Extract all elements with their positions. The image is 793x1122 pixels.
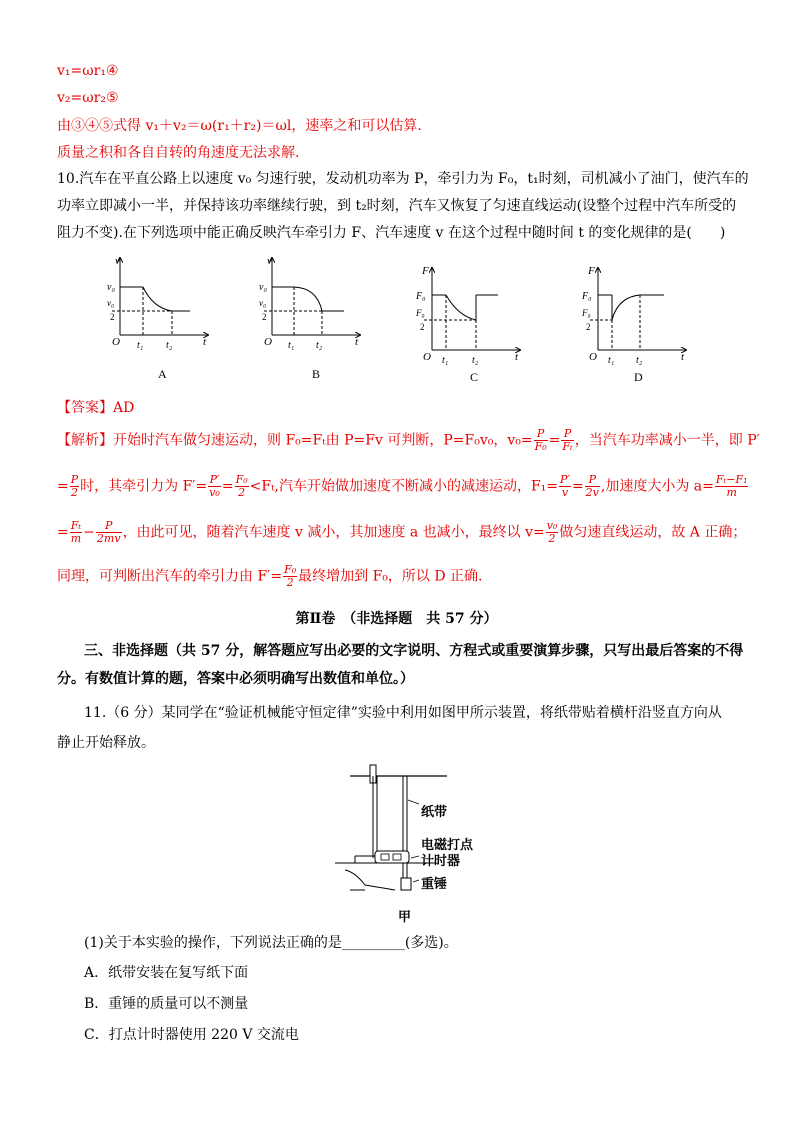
q10-line-2: 功率立即减小一半，并保持该功率继续行驶，到 t₂时刻，汽车又恢复了匀速直线运动(设整个过程中汽车所受的: [57, 198, 737, 214]
fig-label-timer-1: 电磁打点: [421, 838, 474, 853]
graph-a-half-num: v₀: [107, 298, 115, 308]
q11-sub-1: (1)关于本实验的操作，下列说法正确的是_________(多选)。: [84, 935, 458, 951]
red-line-1: v₁=ωr₁④: [57, 63, 119, 79]
graph-a-half-den: 2: [110, 312, 115, 322]
graph-d-top: F₀: [582, 291, 592, 302]
graph-b-yaxis: v: [267, 255, 272, 267]
analysis-line-2: = $\frac{P}{2}$ 时，其牵引力为 F′= $\frac{P'}{\text{v₀}}$ = $\frac{\text{F₀}}{2}$ <Fₜ,汽车开始做加速度不断减小的减速运动，F₁= $\frac{P'}{v}$ = $\frac{P}{2v}$ ,加速度大小为 a= $\frac{\text{Fₜ−F₁}}{m}$: [57, 473, 748, 499]
graph-a-x: t: [203, 336, 207, 348]
q11-option-c: C．打点计时器使用 220 V 交流电: [84, 1027, 299, 1043]
analysis-line-3: = $\frac{\text{Fₜ}}{m}$ − $\frac{P}{2mv}$ ，由此可见，随着汽车速度 v 减小，其加速度 a 也减小，最终以 v= $\frac{\text{v₀}}{2}$ 做匀速直线运动，故 A 正确；: [57, 519, 747, 545]
graph-d-half-num: F₀: [582, 308, 591, 318]
section-instr-1: 三、非选择题（共 57 分，解答题应写出必要的文字说明、方程式或重要演算步骤，只写出最后答案的不得: [84, 643, 744, 659]
graph-d-x: t: [681, 351, 685, 363]
graph-b-t2: t₂: [316, 340, 323, 351]
graph-b-t1: t₁: [288, 340, 295, 351]
section-title: 第Ⅱ卷 （非选择题 共 57 分）: [295, 611, 498, 627]
graph-d-half-den: 2: [586, 322, 591, 332]
analysis-label: 【解析】: [57, 432, 113, 449]
q11-line-1: 11.（6 分）某同学在“验证机械能守恒定律”实验中利用如图甲所示装置，将纸带贴着横杆沿竖直方向从: [84, 705, 722, 721]
q11-option-a: A．纸带安装在复写纸下面: [84, 965, 249, 981]
section-instr-2: 分。有数值计算的题，答案中必须明确写出数值和单位。）: [57, 671, 414, 687]
graph-b: [259, 255, 360, 381]
graph-d-yaxis: F: [588, 265, 595, 277]
graph-a-top: v₀: [107, 282, 115, 293]
answer: 【答案】AD: [57, 400, 135, 416]
graph-c-x: t: [515, 351, 519, 363]
q10-line-1: 10.汽车在平直公路上以速度 v₀ 匀速行驶，发动机功率为 P，牵引力为 F₀，t₁时刻，司机减小了油门，使汽车的: [57, 171, 749, 187]
graph-b-top: v₀: [259, 282, 267, 293]
graph-a-t2: t₂: [166, 340, 173, 351]
red-line-3: 由③④⑤式得 v₁＋v₂＝ω(r₁＋r₂)＝ωl，速率之和可以估算.: [57, 118, 422, 134]
graph-d: [581, 265, 686, 384]
graph-d-t1: t₁: [608, 355, 615, 366]
graph-b-half-num: v₀: [259, 298, 267, 308]
red-line-2: v₂=ωr₂⑤: [57, 90, 119, 106]
graph-a-label: A: [158, 367, 167, 381]
graph-c-label: C: [470, 370, 479, 384]
q10-line-3: 阻力不变).在下列选项中能正确反映汽车牵引力 F、汽车速度 v 在这个过程中随时间 t 的变化规律的是( ): [57, 225, 726, 241]
graph-c-half-num: F₀: [416, 308, 425, 318]
fig-label-timer-2: 计时器: [421, 854, 461, 869]
graph-b-x: t: [355, 336, 359, 348]
analysis-line-1: 【解析】开始时汽车做匀速运动，则 F₀=Fₜ由 P=Fv 可判断，P=F₀v₀，v₀= $\frac{P}{\text{F₀}}$ = $\frac{P}{\text{Fₜ}}$ ，当汽车功率减小一半，即 P′: [57, 427, 760, 453]
graph-c-top: F₀: [416, 291, 426, 302]
red-line-4: 质量之积和各自自转的角速度无法求解.: [57, 145, 300, 161]
graph-d-origin: O: [589, 351, 597, 363]
graph-a-origin: O: [112, 336, 120, 348]
graph-d-label: D: [634, 370, 643, 384]
graph-a-t1: t₁: [137, 340, 144, 351]
fig-caption: 甲: [398, 910, 412, 925]
q11-option-b: B．重锤的质量可以不测量: [84, 996, 249, 1012]
graph-b-half-den: 2: [262, 312, 267, 322]
graph-c-half-den: 2: [420, 322, 425, 332]
fig-label-weight: 重锤: [421, 877, 448, 892]
analysis-line-4: 同理，可判断出汽车的牵引力由 F′= $\frac{\text{F₀}}{2}$ 最终增加到 F₀，所以 D 正确.: [57, 563, 483, 589]
graph-a: [107, 255, 208, 381]
graph-d-t2: t₂: [636, 355, 643, 366]
graph-c-origin: O: [423, 351, 431, 363]
fig-label-tape: 纸带: [421, 805, 448, 820]
q11-line-2: 静止开始释放。: [57, 735, 155, 751]
graph-c-t2: t₂: [472, 355, 479, 366]
graph-c-yaxis: F: [422, 265, 429, 277]
graph-b-origin: O: [264, 336, 272, 348]
graph-b-label: B: [312, 367, 321, 381]
graph-c-t1: t₁: [442, 355, 449, 366]
graph-a-yaxis: v: [115, 255, 120, 267]
graph-c: [415, 265, 520, 384]
q10-graphs: [0, 250, 793, 390]
